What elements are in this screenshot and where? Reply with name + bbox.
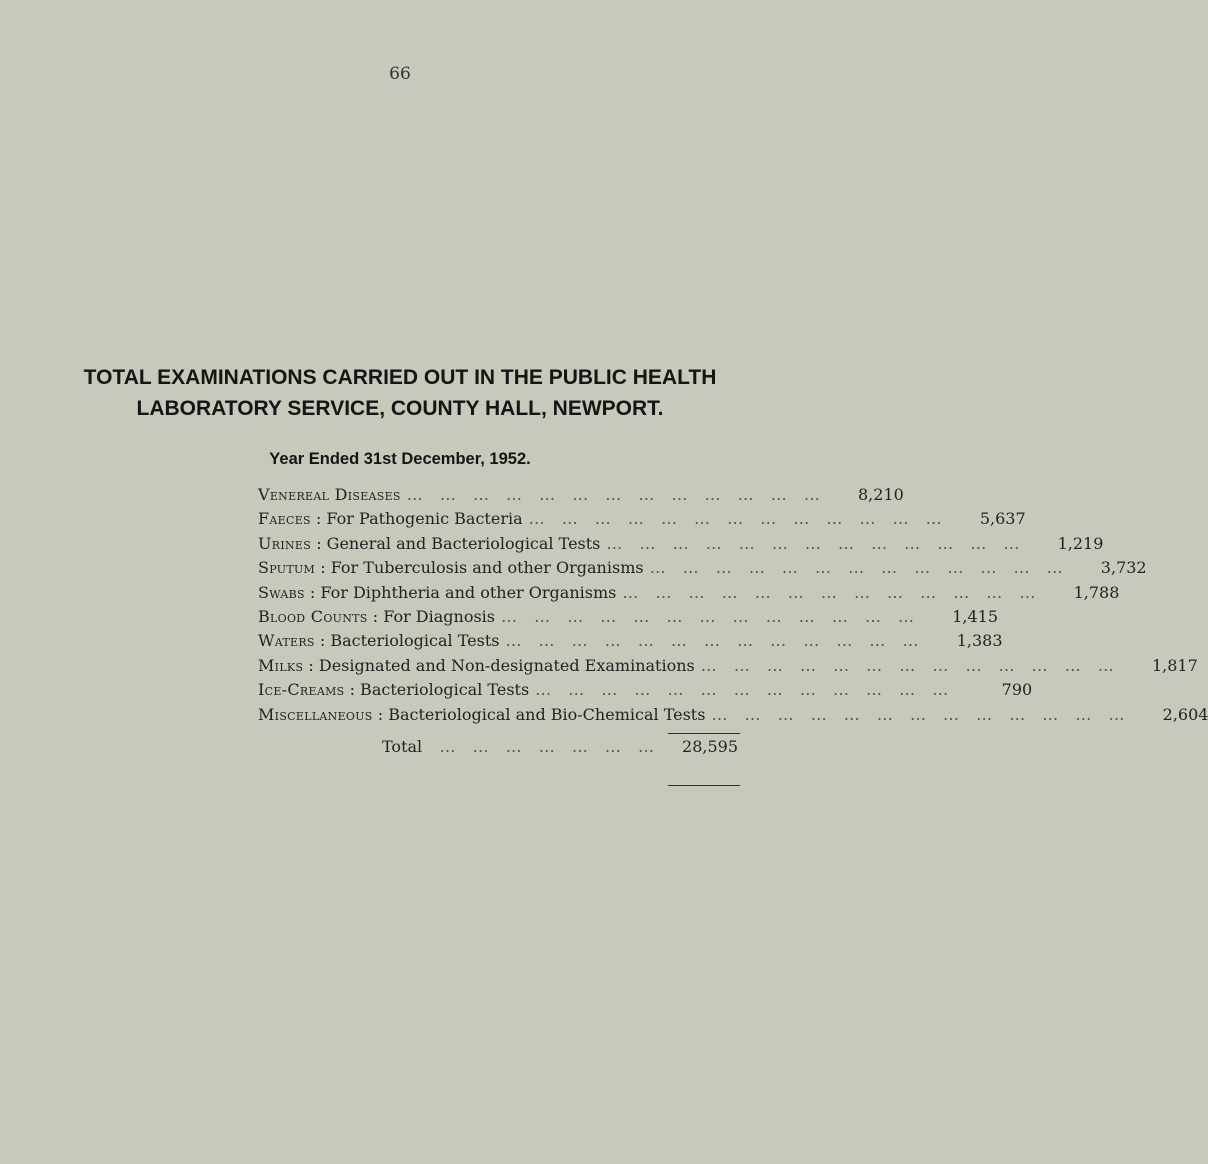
row-value: 3,732	[1100, 558, 1147, 578]
row-detail: : For Pathogenic Bacteria	[315, 509, 523, 529]
row-value: 1,383	[956, 631, 1003, 651]
table-row: Swabs : For Diphtheria and other Organisms … … … … … … … … … … … … … 1,788	[258, 582, 1120, 602]
report-subtitle: Year Ended 31st December, 1952.	[269, 450, 531, 468]
total-top-rule	[668, 733, 740, 734]
title-line-2: LABORATORY SERVICE, COUNTY HALL, NEWPORT.	[136, 397, 664, 420]
row-category: Ice-Creams	[258, 680, 345, 700]
table-row: Milks : Designated and Non-designated Examinations … … … … … … … … … … … … … 1,817	[258, 655, 1198, 675]
row-value: 5,637	[979, 509, 1026, 529]
table-row: Miscellaneous : Bacteriological and Bio-Chemical Tests … … … … … … … … … … … … … 2,604	[258, 704, 1208, 724]
page-number: 66	[389, 64, 411, 84]
table-row: Sputum : For Tuberculosis and other Organisms … … … … … … … … … … … … … 3,732	[258, 558, 1147, 578]
row-value: 1,817	[1151, 655, 1198, 675]
total-label: Total	[382, 737, 423, 756]
row-value: 2,604	[1162, 704, 1208, 724]
total-value: 28,595	[682, 737, 738, 756]
row-category: Miscellaneous	[258, 704, 373, 724]
row-detail: : For Diagnosis	[372, 606, 496, 626]
row-category: Venereal Diseases	[258, 485, 401, 504]
row-category: Milks	[258, 655, 304, 675]
total-bottom-rule	[668, 785, 740, 786]
row-detail: : Bacteriological and Bio-Chemical Tests	[377, 704, 706, 724]
row-detail: : General and Bacteriological Tests	[316, 533, 601, 553]
table-row: Faeces : For Pathogenic Bacteria … … … … … … … … … … … … … 5,637	[258, 509, 1026, 529]
table-row: Venereal Diseases … … … … … … … … … … … … … 8,210	[258, 485, 904, 504]
row-value: 1,788	[1073, 582, 1120, 602]
row-category: Sputum	[258, 558, 316, 578]
row-category: Swabs	[258, 582, 305, 602]
examinations-table	[258, 485, 1208, 729]
table-row: Waters : Bacteriological Tests … … … … … … … … … … … … … 1,383	[258, 631, 1003, 651]
row-value: 1,219	[1057, 533, 1104, 553]
table-row: Blood Counts : For Diagnosis … … … … … … … … … … … … … 1,415	[258, 606, 999, 626]
row-detail: : Bacteriological Tests	[319, 631, 500, 651]
table-row: Urines : General and Bacteriological Tests … … … … … … … … … … … … … 1,219	[258, 533, 1104, 553]
report-title	[0, 362, 800, 424]
row-value: 8,210	[858, 485, 904, 504]
row-detail: : For Tuberculosis and other Organisms	[320, 558, 644, 578]
row-detail: : Designated and Non-designated Examinations	[308, 655, 695, 675]
row-detail: : Bacteriological Tests	[349, 680, 530, 700]
row-detail: : For Diphtheria and other Organisms	[309, 582, 617, 602]
title-line-1: TOTAL EXAMINATIONS CARRIED OUT IN THE PUBLIC HEALTH	[83, 366, 717, 389]
row-category: Blood Counts	[258, 606, 368, 626]
row-value: 1,415	[952, 606, 999, 626]
table-row: Ice-Creams : Bacteriological Tests … … … … … … … … … … … … … 790	[258, 680, 1033, 700]
row-category: Waters	[258, 631, 315, 651]
row-category: Faeces	[258, 509, 311, 529]
total-row: Total … … … … … … … 28,595	[382, 737, 738, 756]
row-value: 790	[1001, 680, 1033, 700]
row-category: Urines	[258, 533, 312, 553]
